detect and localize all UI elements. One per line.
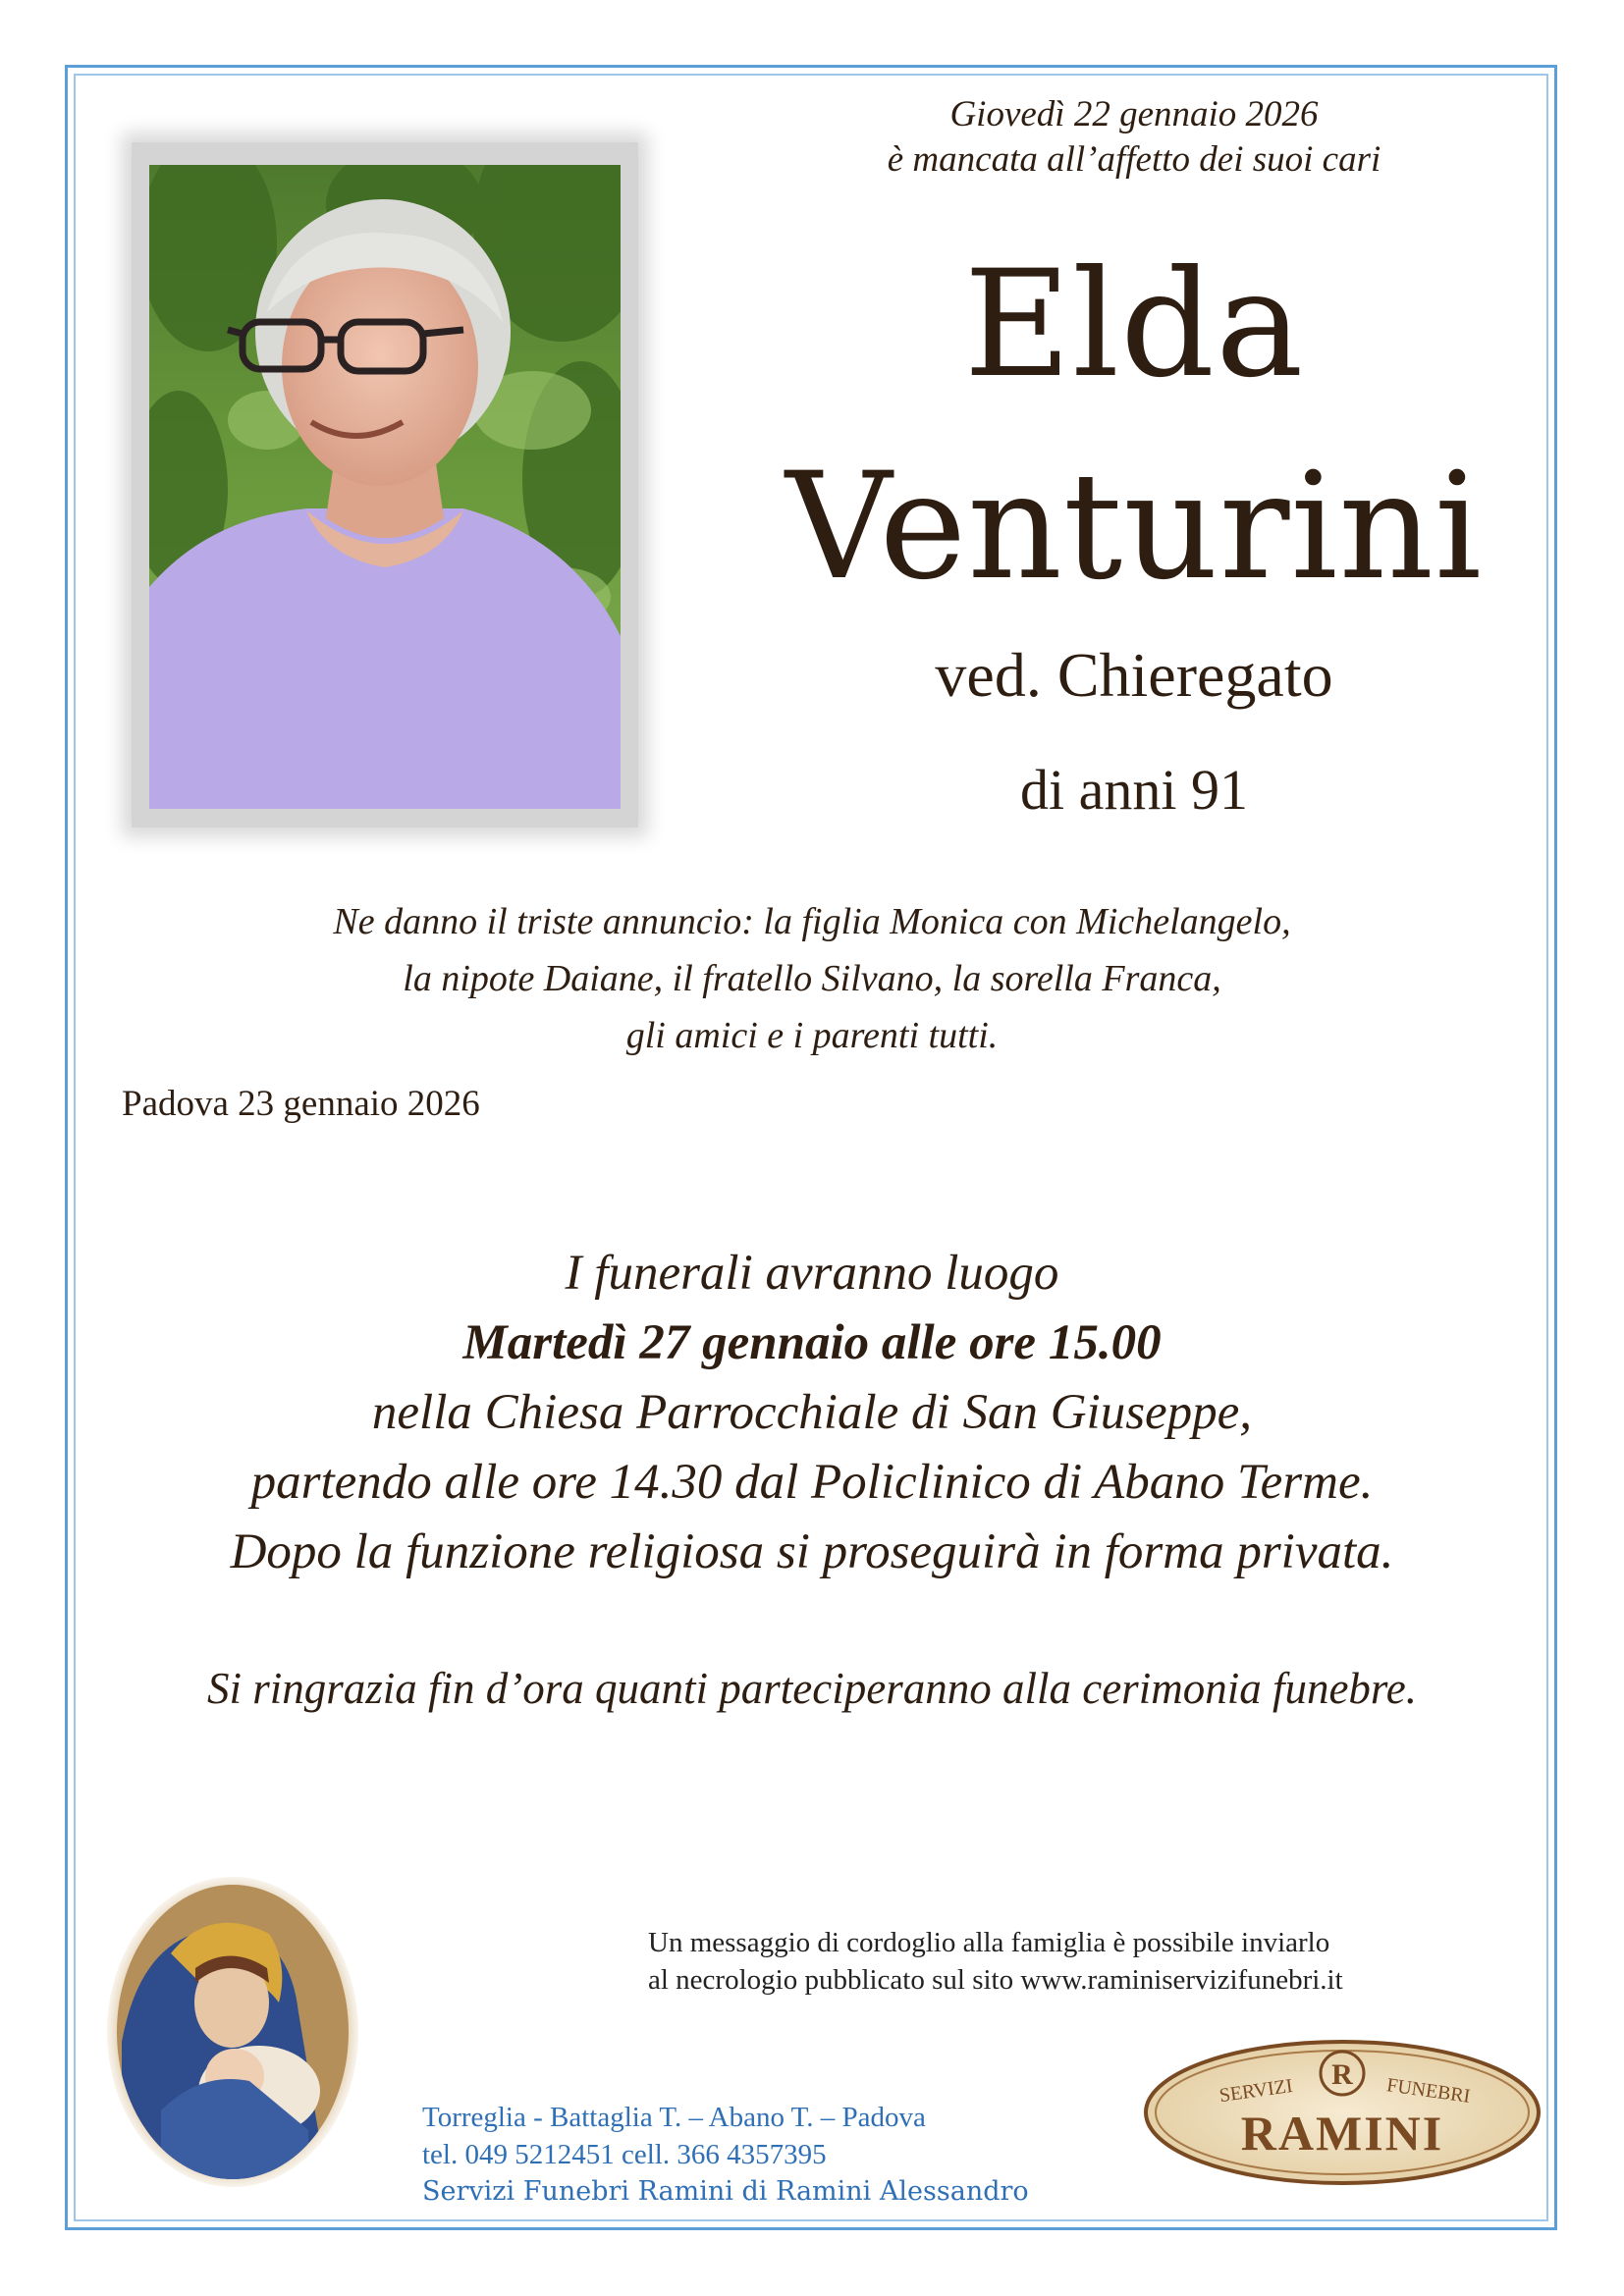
- ramini-logo: [1141, 2034, 1543, 2191]
- portrait-photo: [149, 165, 621, 809]
- portrait-illustration: [149, 165, 621, 809]
- widow-of: ved. Chieregato: [935, 640, 1333, 710]
- funeral-note: Dopo la funzione religiosa si proseguirà in forma privata.: [230, 1524, 1394, 1579]
- announcement-line: gli amici e i parenti tutti.: [625, 1015, 999, 1056]
- age: di anni 91: [1020, 758, 1248, 822]
- date-line: Giovedì 22 gennaio 2026: [949, 94, 1319, 134]
- logo-monogram: R: [1331, 2058, 1353, 2091]
- condolence-note: [648, 1924, 1343, 1999]
- place-date: Padova 23 gennaio 2026: [122, 1084, 480, 1124]
- intro-line: è mancata all’affetto dei suoi cari: [887, 139, 1381, 180]
- thanks-line: Si ringrazia fin d’ora quanti parteciperanno alla cerimonia funebre.: [206, 1664, 1417, 1713]
- funeral-intro: I funerali avranno luogo: [565, 1246, 1059, 1301]
- funeral-block: [98, 1239, 1526, 1587]
- contact-locations: Torreglia - Battaglia T. – Abano T. – Padova: [422, 2102, 926, 2133]
- contact-phones: tel. 049 5212451 cell. 366 4357395: [422, 2139, 827, 2170]
- first-name: Elda: [963, 240, 1305, 410]
- logo-top-right: FUNEBRI: [1384, 2074, 1472, 2108]
- condolence-line: Un messaggio di cordoglio alla famiglia è possibile inviarlo: [648, 1927, 1330, 1958]
- madonna-image: [102, 1875, 363, 2189]
- announcement-block: [98, 893, 1526, 1064]
- contact-company: Servizi Funebri Ramini di Ramini Alessandro: [422, 2176, 1029, 2207]
- announcement-line: la nipote Daiane, il fratello Silvano, la sorella Franca,: [403, 958, 1221, 999]
- funeral-departure: partendo alle ore 14.30 dal Policlinico di Abano Terme.: [250, 1455, 1374, 1510]
- funeral-datetime: Martedì 27 gennaio alle ore 15.00: [462, 1315, 1162, 1370]
- logo-name: RAMINI: [1240, 2106, 1444, 2161]
- logo-top-left: SERVIZI: [1218, 2074, 1294, 2108]
- last-name: Venturini: [785, 442, 1484, 613]
- announcement-line: Ne danno il triste annuncio: la figlia Monica con Michelangelo,: [333, 901, 1291, 942]
- contact-block: [422, 2099, 1029, 2211]
- header-date-block: [746, 92, 1522, 183]
- ramini-logo-mark: [1141, 2034, 1543, 2191]
- funeral-location: nella Chiesa Parrocchiale di San Giuseppe,: [371, 1385, 1253, 1440]
- madonna-illustration: [102, 1875, 363, 2189]
- condolence-line: al necrologio pubblicato sul sito www.raminiservizifunebri.it: [648, 1964, 1343, 1996]
